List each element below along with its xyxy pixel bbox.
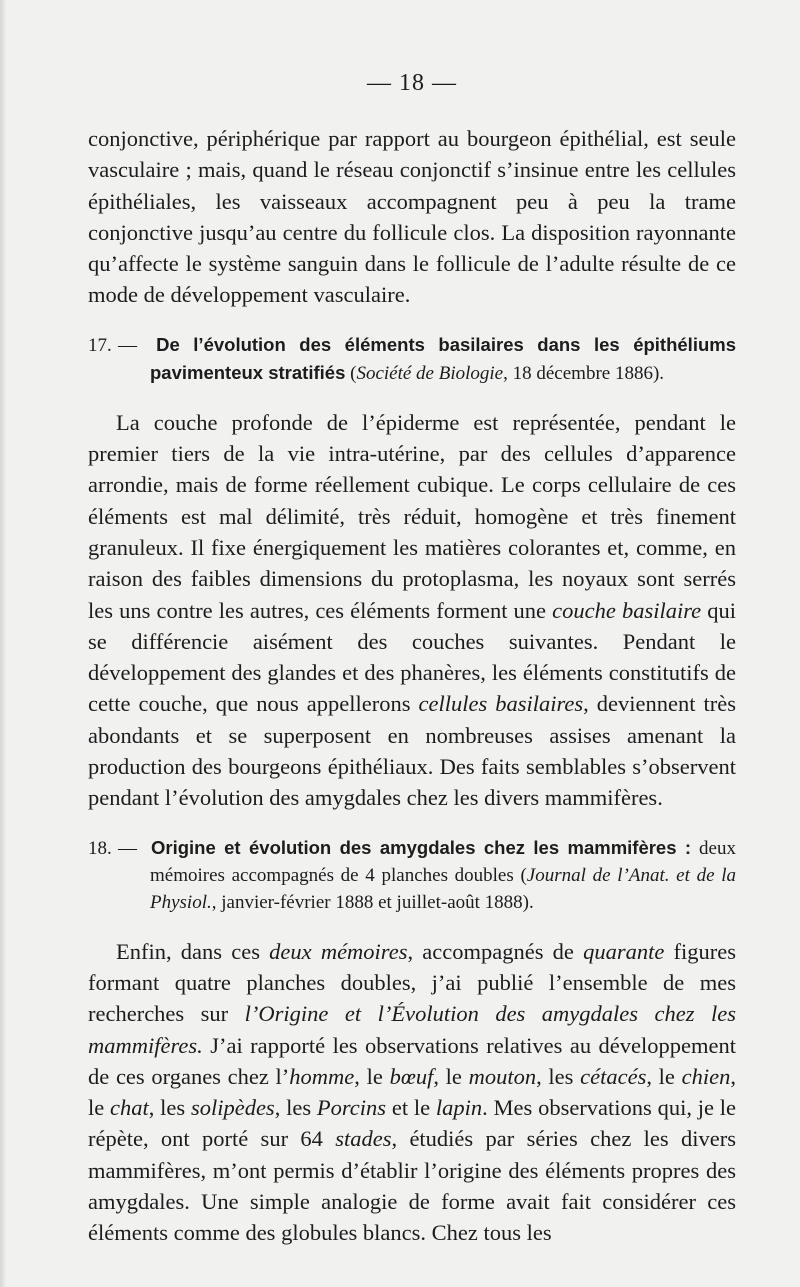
italic-text: chien bbox=[681, 1063, 731, 1089]
text: , les bbox=[148, 1095, 191, 1121]
entry-title: De l’évolution des éléments basilaires dans les épithéliums pavimenteux stratifiés bbox=[150, 333, 736, 383]
entry-text-2: , janvier-février 1888 et juillet-août 1888). bbox=[211, 891, 534, 913]
italic-text: l’Origine et l’Évolution des amygdales chez les mammifères. bbox=[88, 1001, 736, 1058]
entry-source-rest: , 18 décembre 1886). bbox=[503, 362, 665, 384]
italic-text: chat bbox=[110, 1095, 149, 1121]
italic-text: cétacés bbox=[580, 1063, 647, 1089]
entry-dash: — bbox=[118, 334, 137, 356]
entry-number: 18. bbox=[88, 837, 112, 859]
page-number: — 18 — bbox=[367, 70, 457, 96]
italic-text: bœuf bbox=[389, 1063, 434, 1089]
italic-text: homme bbox=[289, 1063, 355, 1089]
text: , les bbox=[536, 1063, 581, 1089]
text: , le bbox=[354, 1063, 390, 1089]
paragraph-2-text-e: , deviennent très abondants et se superposent en nombreuses assises amenant la production des bourgeons épithéliaux. Des faits semblables s’observent pendant l’évolution des amygdales chez les divers mammifères. bbox=[88, 691, 736, 811]
italic-text: Porcins bbox=[316, 1095, 387, 1121]
text: , les bbox=[274, 1095, 317, 1121]
italic-text: deux mémoires bbox=[269, 938, 408, 964]
entry-text-1: deux mémoires accompagnés de 4 planches doubles ( bbox=[150, 837, 736, 886]
text: , accompagnés de bbox=[407, 938, 584, 964]
bibliography-entry-18 bbox=[88, 834, 736, 916]
entry-title: Origine et évolution des amygdales chez les mammifères : bbox=[151, 836, 692, 858]
text: Enfin, dans ces bbox=[116, 938, 270, 964]
entry-journal: Société de Biologie bbox=[356, 362, 504, 384]
italic-text: quarante bbox=[583, 938, 665, 964]
text: J’ai rapporté les observations relatives au développement de ces organes chez l’ bbox=[88, 1032, 736, 1089]
italic-text: solipèdes bbox=[190, 1095, 275, 1121]
text: , le bbox=[88, 1063, 736, 1121]
paragraph-1: conjonctive, périphérique par rapport au bourgeon épithélial, est seule vasculaire ; mais, quand le réseau conjonctif s’insinue entre les cellules épithéliales, les vaisseaux accompagnent peu à peu la trame conjonctive jusqu’au centre du follicule clos. La disposition rayonnante qu’affecte le système sanguin dans le follicule de l’adulte résulte de ce mode de développement vasculaire. bbox=[88, 126, 736, 308]
text: , étudiés par séries chez les divers mammifères, m’ont permis d’établir l’origine des éléments propres des amygdales. Une simple analogie de forme avait fait considérer ces éléments comme des globules blancs. Chez tous les bbox=[88, 1126, 736, 1246]
paragraph-2-text-c: qui se différencie aisément des couches suivantes. Pendant le développement des glandes et des phanères, les éléments constitutifs de cette couche, que nous appellerons bbox=[88, 597, 736, 717]
entry-dash: — bbox=[118, 837, 137, 859]
term-cellules-basilaires: cellules basilaires bbox=[418, 691, 584, 717]
text: , le bbox=[646, 1063, 682, 1089]
text: figures formant quatre planches doubles, j’ai publié l’ensemble de mes recherches sur bbox=[88, 938, 736, 1027]
italic-text: lapin bbox=[435, 1095, 483, 1121]
paragraph-2-text-a: La couche profonde de l’épiderme est représentée, pendant le premier tiers de la vie intra-utérine, par des cellules d’apparence arrondie, mais de forme réellement cubique. Le corps cellulaire de ces éléments est mal délimité, très réduit, homogène et très finement granuleux. Il fixe énergiquement les matières colorantes et, comme, en raison des faibles dimensions du protoplasma, les noyaux sont serrés les uns contre les autres, ces éléments forment une bbox=[88, 409, 736, 623]
entry-source-open: ( bbox=[345, 362, 357, 384]
text: et le bbox=[386, 1095, 436, 1121]
italic-text: stades bbox=[335, 1126, 392, 1152]
entry-number: 17. bbox=[88, 334, 112, 356]
term-couche-basilaire: couche basilaire bbox=[552, 597, 702, 623]
text: , le bbox=[433, 1063, 469, 1089]
paragraph-2 bbox=[88, 407, 736, 814]
italic-text: mouton bbox=[468, 1063, 537, 1089]
text: . Mes observations qui, je le répète, ont porté sur 64 bbox=[88, 1095, 736, 1152]
entry-journal: Journal de l’Anat. et de la Physiol. bbox=[150, 864, 736, 913]
bibliography-entry-17 bbox=[88, 331, 736, 387]
paragraph-3 bbox=[88, 936, 736, 1249]
